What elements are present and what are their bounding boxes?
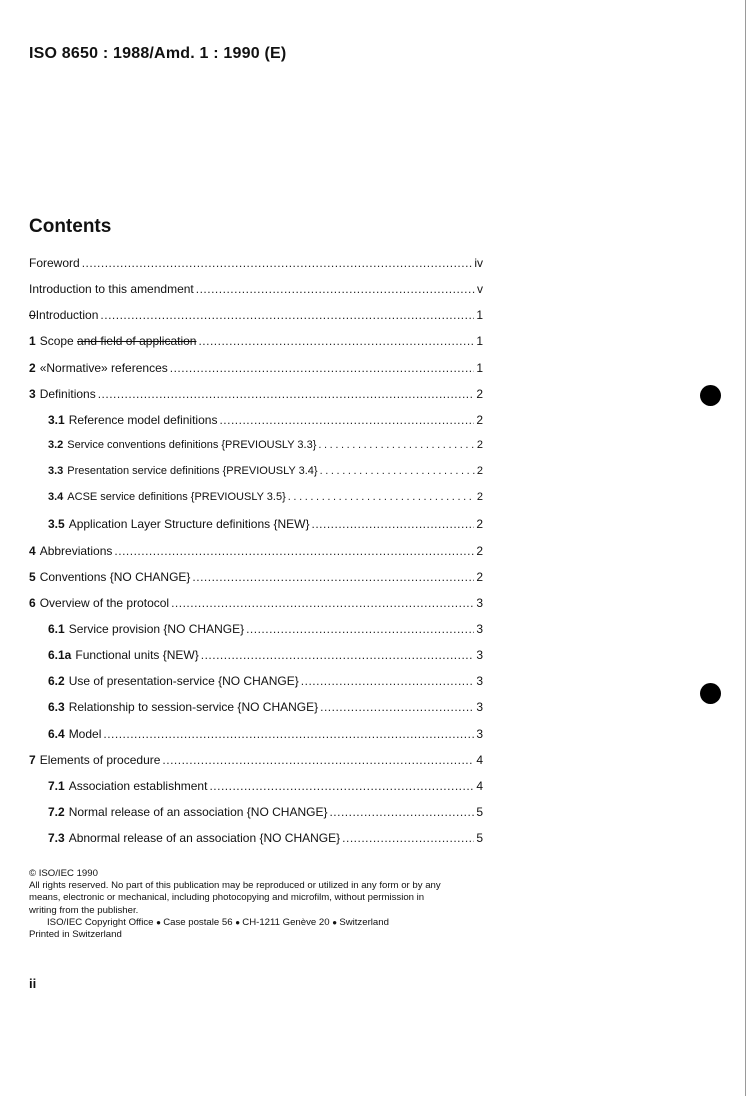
toc-entry-title: Foreword — [29, 256, 80, 270]
toc-entry-number: 3.2 — [48, 438, 64, 451]
toc-entry[interactable] — [29, 256, 483, 282]
toc-entry-number: 1 — [29, 334, 36, 349]
dot-leader — [246, 622, 474, 636]
dot-leader — [320, 700, 474, 714]
toc-entry[interactable] — [29, 413, 483, 439]
toc-entry-number: 6.2 — [48, 674, 65, 689]
toc-entry-title: Application Layer Structure definitions {NEW} — [68, 517, 310, 532]
toc-entry-page: 1 — [476, 334, 483, 349]
toc-entry-title: Elements of procedure — [39, 752, 161, 767]
toc-entry-title: Service provision {NO CHANGE} — [68, 621, 245, 636]
country: Switzerland — [339, 916, 389, 928]
dot-leader — [329, 805, 474, 819]
toc-entry-page: 2 — [476, 465, 483, 478]
toc-entry-title: Abbreviations — [39, 543, 113, 558]
dot-leader — [171, 596, 474, 610]
toc-entry-page: 3 — [476, 674, 483, 689]
toc-entry-page: 3 — [476, 595, 483, 610]
toc-entry[interactable] — [29, 334, 483, 360]
postal-box: Case postale 56 — [163, 916, 233, 928]
copyright-line: © ISO/IEC 1990 — [29, 868, 98, 879]
toc-entry-page: 3 — [476, 648, 483, 663]
toc-entry-page: 2 — [476, 438, 483, 451]
toc-entry[interactable] — [29, 648, 483, 674]
dot-leader — [198, 334, 474, 348]
toc-entry[interactable] — [29, 727, 483, 753]
table-of-contents — [29, 256, 483, 857]
rights-line-3: writing from the publisher. — [29, 904, 139, 916]
toc-entry[interactable] — [29, 596, 483, 622]
dot-leader — [320, 465, 475, 477]
rights-line-1: All rights reserved. No part of this publication may be reproduced or utilized in any form or by any — [29, 880, 441, 892]
toc-entry[interactable] — [29, 465, 483, 491]
toc-entry-number: 6.4 — [48, 726, 65, 741]
toc-entry-page: 2 — [476, 569, 483, 584]
toc-entry[interactable] — [29, 779, 483, 805]
dot-leader — [100, 308, 474, 322]
toc-entry-title: Introduction to this amendment — [29, 282, 194, 297]
toc-entry-title: Introduction — [35, 308, 99, 323]
toc-entry-number: 6.3 — [48, 700, 65, 715]
toc-entry-title: Conventions {NO CHANGE} — [39, 569, 191, 584]
toc-entry-page: 1 — [476, 360, 483, 375]
toc-entry[interactable] — [29, 753, 483, 779]
toc-entry-number: 4 — [29, 543, 36, 558]
toc-entry-page: 2 — [476, 543, 483, 558]
toc-entry-number: 5 — [29, 569, 36, 584]
toc-entry-title: Model — [68, 726, 102, 741]
dot-leader — [98, 387, 475, 401]
toc-entry-number: 2 — [29, 360, 36, 375]
document-header: ISO 8650 : 1988/Amd. 1 : 1990 (E) — [29, 45, 287, 62]
dot-leader — [192, 570, 474, 584]
toc-entry-number: 7 — [29, 752, 36, 767]
page-number: ii — [29, 976, 37, 991]
toc-entry[interactable] — [29, 491, 483, 517]
toc-entry-number: 3.4 — [48, 491, 64, 504]
toc-entry-page: v — [477, 282, 483, 297]
dot-leader — [301, 674, 475, 688]
toc-entry-title: «Normative» references — [39, 360, 168, 375]
toc-entry-number: 7.1 — [48, 778, 65, 793]
dot-leader — [219, 413, 474, 427]
toc-entry-page: 2 — [476, 412, 483, 427]
bullet-icon: ● — [235, 917, 243, 927]
punch-hole-top — [700, 385, 721, 406]
dot-leader — [201, 648, 475, 662]
toc-entry-number: 3 — [29, 386, 36, 401]
toc-entry[interactable] — [29, 439, 483, 465]
dot-leader — [288, 491, 475, 503]
toc-entry[interactable] — [29, 387, 483, 413]
toc-entry-title: Presentation service definitions {PREVIOUSLY 3.4} — [67, 465, 318, 478]
toc-entry[interactable] — [29, 622, 483, 648]
toc-entry[interactable] — [29, 517, 483, 543]
dot-leader — [162, 753, 474, 767]
toc-entry-page: 2 — [476, 517, 483, 532]
copyright-notice — [29, 868, 479, 941]
toc-entry-deleted-number: 0 — [29, 308, 36, 323]
dot-leader — [318, 439, 475, 451]
toc-entry-page: 5 — [476, 804, 483, 819]
printed-line: Printed in Switzerland — [29, 929, 122, 941]
toc-entry-title: Service conventions definitions {PREVIOUSLY 3.3} — [67, 438, 317, 451]
dot-leader — [82, 256, 473, 270]
toc-entry[interactable] — [29, 805, 483, 831]
toc-entry-number: 3.5 — [48, 517, 65, 532]
toc-entry-title: Overview of the protocol — [39, 595, 170, 610]
dot-leader — [311, 517, 474, 531]
dot-leader — [103, 727, 474, 741]
toc-entry-number: 7.2 — [48, 804, 65, 819]
toc-entry-number: 7.3 — [48, 831, 65, 846]
bullet-icon: ● — [332, 917, 340, 927]
toc-entry-page: 1 — [476, 308, 483, 323]
dot-leader — [342, 831, 474, 845]
toc-entry-page: 2 — [476, 491, 483, 504]
toc-entry-title: Functional units {NEW} — [75, 648, 199, 663]
toc-entry-page: 2 — [476, 386, 483, 401]
office-name: ISO/IEC Copyright Office — [47, 916, 154, 928]
toc-entry-page: 4 — [476, 752, 483, 767]
toc-entry[interactable] — [29, 831, 483, 857]
toc-entry-page: 3 — [476, 700, 483, 715]
rights-line-2: means, electronic or mechanical, including photocopying and microfilm, without permission in — [29, 892, 425, 904]
toc-entry-title: Scope — [39, 334, 78, 349]
city: CH-1211 Genève 20 — [242, 916, 330, 928]
toc-entry-title: Definitions — [39, 386, 96, 401]
dot-leader — [114, 544, 474, 558]
punch-hole-bottom — [700, 683, 721, 704]
toc-entry[interactable] — [29, 282, 483, 308]
toc-entry-page: iv — [474, 256, 483, 270]
dot-leader — [196, 282, 475, 296]
contents-heading: Contents — [29, 216, 112, 237]
toc-entry-page: 4 — [476, 778, 483, 793]
toc-entry-number: 6 — [29, 595, 36, 610]
dot-leader — [170, 361, 475, 375]
toc-entry-title: Reference model definitions — [68, 412, 218, 427]
toc-entry[interactable] — [29, 361, 483, 387]
dot-leader — [209, 779, 474, 793]
scan-edge-line — [745, 0, 746, 1096]
toc-entry-page: 3 — [476, 621, 483, 636]
toc-entry-number: 3.3 — [48, 465, 64, 478]
toc-entry-page: 3 — [476, 726, 483, 741]
toc-entry[interactable] — [29, 570, 483, 596]
toc-entry-title: Relationship to session-service {NO CHANGE} — [68, 700, 319, 715]
toc-entry[interactable] — [29, 700, 483, 726]
toc-entry-number: 6.1 — [48, 621, 65, 636]
toc-entry-page: 5 — [476, 831, 483, 846]
toc-entry-title: Abnormal release of an association {NO CHANGE} — [68, 831, 341, 846]
toc-entry-number: 3.1 — [48, 412, 65, 427]
bullet-icon: ● — [156, 917, 164, 927]
toc-entry-deleted-text: and field of application — [77, 334, 197, 349]
toc-entry-title: Association establishment — [68, 778, 208, 793]
toc-entry[interactable] — [29, 544, 483, 570]
toc-entry-title: Normal release of an association {NO CHANGE} — [68, 804, 328, 819]
toc-entry[interactable] — [29, 674, 483, 700]
toc-entry[interactable] — [29, 308, 483, 334]
toc-entry-number: 6.1a — [48, 648, 72, 663]
office-address — [29, 917, 479, 929]
toc-entry-title: ACSE service definitions {PREVIOUSLY 3.5} — [67, 491, 286, 504]
toc-entry-title: Use of presentation-service {NO CHANGE} — [68, 674, 299, 689]
